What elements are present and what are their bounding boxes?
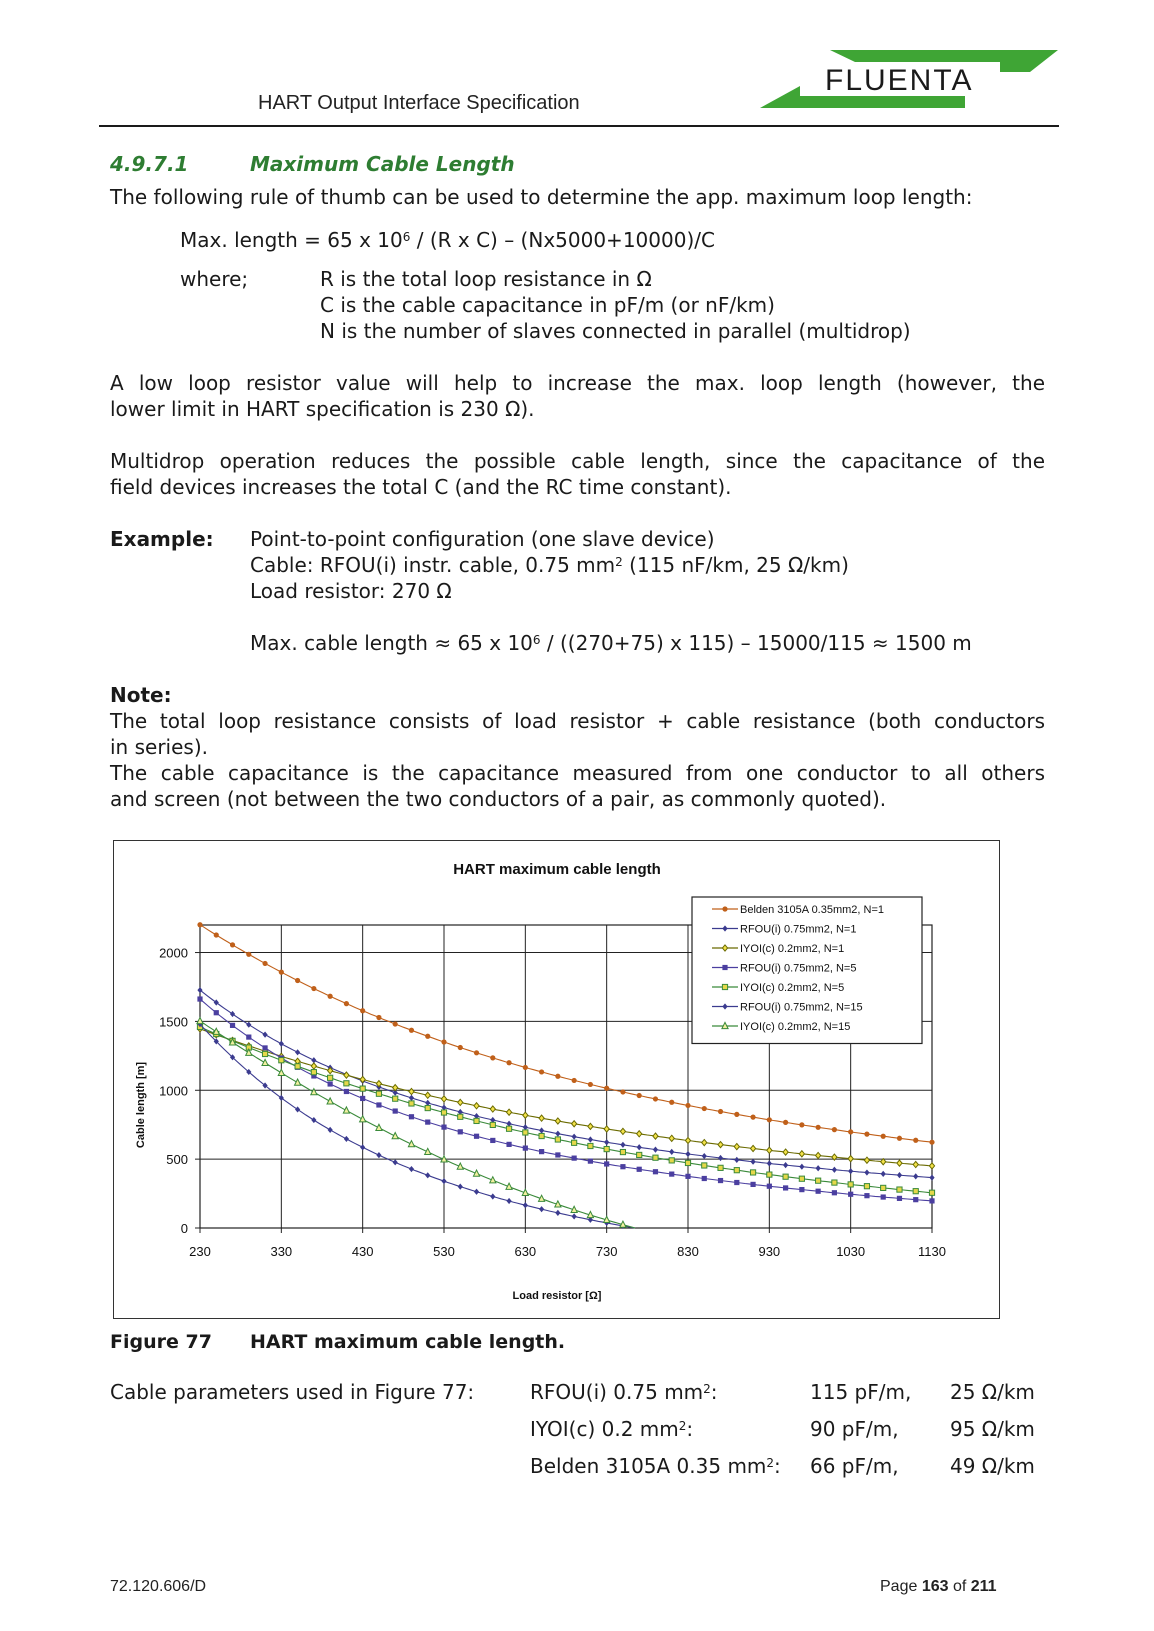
data-point	[604, 1146, 609, 1151]
x-tick-label: 830	[677, 1244, 699, 1259]
data-point	[816, 1178, 821, 1183]
data-point	[344, 1001, 349, 1006]
param-row-2-res: 95 Ω/km	[950, 1417, 1035, 1441]
data-point	[897, 1136, 902, 1141]
data-point	[539, 1069, 544, 1074]
data-point	[767, 1172, 772, 1177]
data-point	[718, 1178, 723, 1183]
formula-prefix: Max. length = 65 x 10	[180, 228, 403, 252]
data-point	[393, 1108, 398, 1113]
legend-label: Belden 3105A 0.35mm2, N=1	[740, 904, 885, 916]
data-point	[409, 1028, 414, 1033]
data-point	[799, 1122, 804, 1127]
data-point	[604, 1086, 609, 1091]
legend-label: IYOI(c) 0.2mm2, N=15	[740, 1021, 851, 1033]
data-point	[441, 1110, 446, 1115]
data-point	[474, 1134, 479, 1139]
x-tick-label: 1030	[836, 1244, 866, 1259]
data-point	[881, 1134, 886, 1139]
data-point	[230, 942, 235, 947]
data-point	[783, 1185, 788, 1190]
formula-suffix: / (R x C) – (Nx5000+10000)/C	[410, 228, 715, 252]
data-point	[262, 1051, 267, 1056]
data-point	[572, 1156, 577, 1161]
data-point	[734, 1112, 739, 1117]
param-row-2-cap: 90 pF/m,	[810, 1417, 899, 1441]
data-point	[344, 1089, 349, 1094]
data-point	[393, 1021, 398, 1026]
data-point	[311, 986, 316, 991]
data-point	[913, 1138, 918, 1143]
legend-swatch-marker	[722, 965, 727, 970]
data-point	[295, 1064, 300, 1069]
header-title: HART Output Interface Specification	[258, 92, 580, 114]
data-point	[572, 1140, 577, 1145]
data-point	[718, 1165, 723, 1170]
para1-line1: A low loop resistor value will help to increase the max. loop length (however, the	[110, 371, 1045, 395]
data-point	[328, 1081, 333, 1086]
data-point	[441, 1039, 446, 1044]
data-point	[539, 1149, 544, 1154]
param-row-3-res: 49 Ω/km	[950, 1454, 1035, 1478]
data-point	[653, 1169, 658, 1174]
example-calc-exp: 6	[532, 633, 541, 647]
data-point	[262, 961, 267, 966]
data-point	[246, 1034, 251, 1039]
data-point	[848, 1129, 853, 1134]
x-tick-label: 630	[514, 1244, 537, 1259]
data-point	[458, 1129, 463, 1134]
data-point	[262, 1045, 267, 1050]
x-tick-label: 330	[270, 1244, 293, 1259]
example-line3: Load resistor: 270 Ω	[250, 579, 452, 603]
data-point	[230, 1023, 235, 1028]
data-point	[555, 1074, 560, 1079]
note-line1: The total loop resistance consists of load resistor + cable resistance (both conductors	[110, 709, 1045, 733]
data-point	[474, 1050, 479, 1055]
data-point	[685, 1174, 690, 1179]
data-point	[409, 1114, 414, 1119]
data-point	[637, 1093, 642, 1098]
note-label: Note:	[110, 683, 172, 707]
data-point	[929, 1198, 934, 1203]
data-point	[750, 1115, 755, 1120]
data-point	[653, 1096, 658, 1101]
data-point	[539, 1133, 544, 1138]
data-point	[702, 1106, 707, 1111]
data-point	[393, 1096, 398, 1101]
data-point	[279, 1058, 284, 1063]
example-line2	[250, 552, 849, 578]
x-axis-label: Load resistor [Ω]	[512, 1290, 602, 1302]
data-point	[425, 1120, 430, 1125]
section-title: Maximum Cable Length	[250, 152, 515, 176]
data-point	[409, 1101, 414, 1106]
data-point	[864, 1193, 869, 1198]
param-row-3-cap: 66 pF/m,	[810, 1454, 899, 1478]
data-point	[799, 1187, 804, 1192]
para1-line2: lower limit in HART specification is 230 Ω).	[110, 397, 535, 421]
data-point	[344, 1081, 349, 1086]
data-point	[214, 932, 219, 937]
data-point	[637, 1167, 642, 1172]
data-point	[685, 1103, 690, 1108]
where-line-r: R is the total loop resistance in Ω	[320, 267, 652, 291]
data-point	[360, 1008, 365, 1013]
x-tick-label: 1130	[918, 1244, 946, 1259]
note-line2: in series).	[110, 735, 208, 759]
y-tick-label: 500	[166, 1152, 188, 1168]
example-calc-suffix: / ((270+75) x 115) – 15000/115 ≈ 1500 m	[540, 631, 972, 655]
para2-line1: Multidrop operation reduces the possible cable length, since the capacitance of the	[110, 449, 1045, 473]
data-point	[214, 1010, 219, 1015]
x-tick-label: 530	[433, 1244, 455, 1259]
data-point	[458, 1114, 463, 1119]
data-point	[816, 1125, 821, 1130]
x-tick-label: 430	[351, 1244, 374, 1259]
note-line3: The cable capacitance is the capacitance measured from one conductor to all others	[110, 761, 1045, 785]
data-point	[490, 1138, 495, 1143]
data-point	[425, 1034, 430, 1039]
header-rule	[99, 125, 1059, 127]
data-point	[718, 1109, 723, 1114]
data-point	[295, 978, 300, 983]
data-point	[750, 1170, 755, 1175]
param-row-3-name: Belden 3105A 0.35 $mm^2$:	[530, 1454, 781, 1478]
example-calc-prefix: Max. cable length ≈ 65 x 10	[250, 631, 533, 655]
params-lead: Cable parameters used in Figure 77:	[110, 1380, 475, 1404]
data-point	[913, 1197, 918, 1202]
legend-swatch-marker	[722, 984, 727, 989]
data-point	[425, 1105, 430, 1110]
data-point	[506, 1126, 511, 1131]
data-point	[653, 1155, 658, 1160]
example-calc	[250, 630, 972, 656]
data-point	[767, 1117, 772, 1122]
data-point	[490, 1055, 495, 1060]
param-row-1-res: 25 Ω/km	[950, 1380, 1035, 1404]
note-line4: and screen (not between the two conductors of a pair, as commonly quoted).	[110, 787, 887, 811]
example-line1: Point-to-point configuration (one slave device)	[250, 527, 715, 551]
example-label: Example:	[110, 527, 214, 551]
chart-legend	[692, 897, 922, 1044]
param-row-1-name: RFOU(i) 0.75 $mm^2$:	[530, 1380, 718, 1404]
example-line2-exp: 2	[615, 555, 623, 569]
legend-label: RFOU(i) 0.75mm2, N=15	[740, 1001, 863, 1014]
chart-frame	[113, 840, 1000, 1319]
y-axis-label: Cable length [m]	[135, 1061, 147, 1149]
where-line-c: C is the cable capacitance in pF/m (or nF/km)	[320, 293, 775, 317]
data-point	[816, 1189, 821, 1194]
data-point	[864, 1132, 869, 1137]
data-point	[832, 1190, 837, 1195]
data-point	[637, 1152, 642, 1157]
data-point	[588, 1082, 593, 1087]
legend-swatch-marker	[722, 906, 727, 911]
data-point	[588, 1143, 593, 1148]
data-point	[604, 1161, 609, 1166]
data-point	[197, 996, 202, 1001]
data-point	[376, 1015, 381, 1020]
data-point	[441, 1125, 446, 1130]
data-point	[279, 970, 284, 975]
x-tick-label: 930	[758, 1244, 781, 1259]
param-row-1-cap: 115 pF/m,	[810, 1380, 912, 1404]
data-point	[832, 1180, 837, 1185]
example-line2-suffix: (115 nF/km, 25 Ω/km)	[622, 553, 849, 577]
legend-label: IYOI(c) 0.2mm2, N=1	[740, 943, 845, 955]
data-point	[620, 1164, 625, 1169]
data-point	[929, 1140, 934, 1145]
data-point	[620, 1089, 625, 1094]
param-row-2-name: IYOI(c) 0.2 $mm^2$:	[530, 1417, 694, 1441]
y-tick-label: 1000	[159, 1083, 188, 1099]
data-point	[897, 1196, 902, 1201]
data-point	[246, 952, 251, 957]
data-point	[555, 1137, 560, 1142]
data-point	[669, 1100, 674, 1105]
data-point	[734, 1168, 739, 1173]
cable-length-chart	[114, 841, 999, 1318]
footer-page: Page 163 of 211	[880, 1578, 997, 1595]
legend-label: RFOU(i) 0.75mm2, N=1	[740, 923, 857, 936]
data-point	[588, 1159, 593, 1164]
figure-caption: HART maximum cable length.	[250, 1331, 566, 1353]
logo-text: FLUENTA	[825, 64, 974, 97]
where-line-n: N is the number of slaves connected in parallel (multidrop)	[320, 319, 911, 343]
para2-line2: field devices increases the total C (and the RC time constant).	[110, 475, 732, 499]
data-point	[783, 1174, 788, 1179]
data-point	[750, 1182, 755, 1187]
data-point	[523, 1130, 528, 1135]
data-point	[328, 1075, 333, 1080]
section-number: 4.9.7.1	[110, 152, 189, 176]
figure-label: Figure 77	[110, 1331, 212, 1353]
data-point	[197, 922, 202, 927]
data-point	[669, 1172, 674, 1177]
footer-doc-id: 72.120.606/D	[110, 1578, 207, 1595]
data-point	[881, 1185, 886, 1190]
data-point	[376, 1102, 381, 1107]
data-point	[376, 1091, 381, 1096]
data-point	[506, 1142, 511, 1147]
data-point	[506, 1060, 511, 1065]
where-label: where;	[180, 267, 249, 291]
example-line2-prefix: Cable: RFOU(i) instr. cable, 0.75 mm	[250, 553, 616, 577]
data-point	[881, 1194, 886, 1199]
x-tick-label: 230	[189, 1244, 211, 1259]
data-point	[490, 1122, 495, 1127]
data-point	[913, 1189, 918, 1194]
data-point	[669, 1158, 674, 1163]
data-point	[702, 1163, 707, 1168]
data-point	[311, 1070, 316, 1075]
legend-label: IYOI(c) 0.2mm2, N=5	[740, 982, 845, 994]
data-point	[848, 1192, 853, 1197]
data-point	[620, 1149, 625, 1154]
data-point	[832, 1127, 837, 1132]
data-point	[767, 1184, 772, 1189]
y-tick-label: 2000	[159, 945, 188, 961]
data-point	[702, 1176, 707, 1181]
fluenta-logo	[760, 50, 1060, 116]
data-point	[458, 1045, 463, 1050]
data-point	[360, 1086, 365, 1091]
data-point	[360, 1096, 365, 1101]
data-point	[474, 1118, 479, 1123]
x-tick-label: 730	[595, 1244, 618, 1259]
legend-label: RFOU(i) 0.75mm2, N=5	[740, 962, 857, 975]
data-point	[328, 994, 333, 999]
data-point	[523, 1065, 528, 1070]
data-point	[897, 1187, 902, 1192]
chart-title: HART maximum cable length	[453, 861, 661, 878]
data-point	[929, 1190, 934, 1195]
data-point	[783, 1120, 788, 1125]
formula-exp: 6	[402, 230, 411, 244]
data-point	[685, 1160, 690, 1165]
formula	[180, 227, 715, 253]
data-point	[572, 1078, 577, 1083]
data-point	[848, 1182, 853, 1187]
y-tick-label: 0	[180, 1221, 188, 1236]
data-point	[523, 1146, 528, 1151]
data-point	[864, 1184, 869, 1189]
intro-text: The following rule of thumb can be used to determine the app. maximum loop length:	[110, 185, 973, 209]
data-point	[799, 1176, 804, 1181]
y-tick-label: 1500	[159, 1014, 188, 1030]
data-point	[555, 1152, 560, 1157]
data-point	[734, 1180, 739, 1185]
